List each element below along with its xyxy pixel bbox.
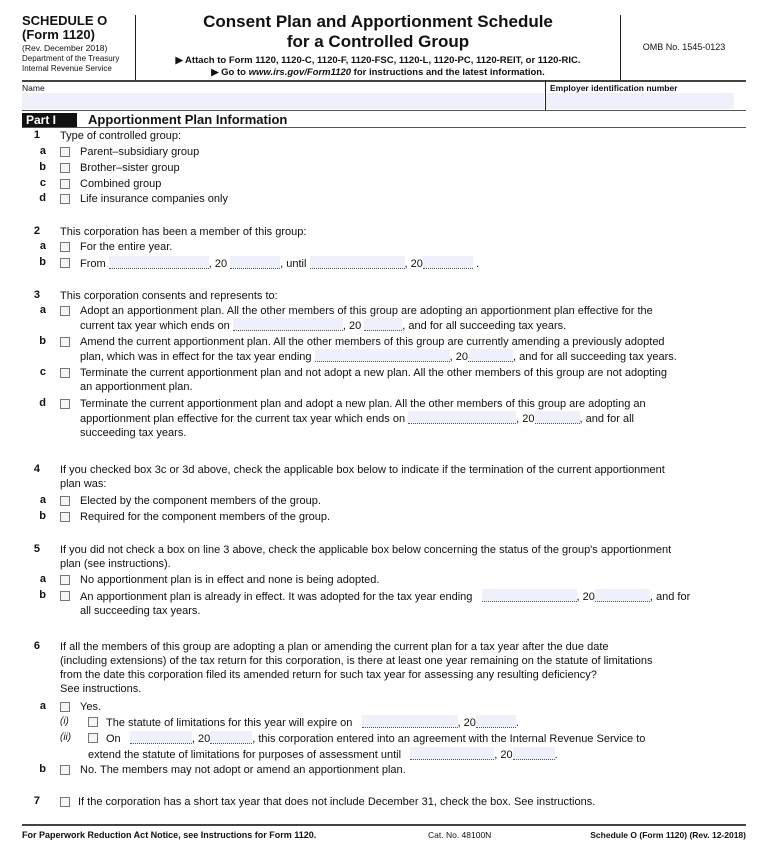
elected-checkbox[interactable] xyxy=(60,496,70,506)
text-line xyxy=(80,318,653,333)
part-rule xyxy=(22,127,746,128)
parent-subsidiary-checkbox[interactable] xyxy=(60,147,70,157)
extended-until-year-field[interactable] xyxy=(513,747,555,760)
part-tag: Part I xyxy=(22,113,77,127)
year-prefix: , 20 xyxy=(342,320,362,332)
statute-expire-year-field[interactable] xyxy=(476,715,516,728)
line-number: 1 xyxy=(33,129,40,141)
until-date-field[interactable] xyxy=(310,256,405,269)
text: On xyxy=(106,733,121,745)
form-footer-id: Schedule O (Form 1120) (Rev. 12-2018) xyxy=(590,830,746,840)
footer-rule xyxy=(22,824,746,826)
text-line: See instructions. xyxy=(60,683,142,695)
adopt-end-date-field[interactable] xyxy=(233,318,343,331)
line4-text xyxy=(60,463,665,491)
title-line-2: for a Controlled Group xyxy=(286,32,470,51)
attach-text: Attach to Form 1120, 1120-C, 1120-F, 1120-FSC, 1120-L, 1120-PC, 1120-REIT, or 1120-RIC. xyxy=(185,55,581,66)
line-number: 7 xyxy=(33,795,40,807)
text: current tax year which ends on xyxy=(80,320,230,332)
extended-until-date-field[interactable] xyxy=(410,747,494,760)
text: An apportionment plan is already in effect. It was adopted for the tax year ending xyxy=(80,591,473,603)
arrow-right-icon: ▶ xyxy=(175,55,183,66)
item-letter: a xyxy=(39,494,46,506)
goto-text-end: for instructions and the latest information. xyxy=(351,67,545,78)
line2-text: This corporation has been a member of this group: xyxy=(60,226,307,238)
item-letter: a xyxy=(39,240,46,252)
form-title xyxy=(136,12,620,52)
new-plan-year-field[interactable] xyxy=(535,411,580,424)
text-line: an apportionment plan. xyxy=(80,381,193,393)
text-line xyxy=(80,589,690,604)
arrow-right-icon: ▶ xyxy=(211,67,219,78)
name-field[interactable] xyxy=(22,93,544,109)
item-letter: a xyxy=(39,145,46,157)
plan-in-effect-checkbox[interactable] xyxy=(60,591,70,601)
adopt-plan-text xyxy=(80,304,653,333)
year-prefix: , 20 xyxy=(191,733,211,745)
new-plan-end-date-field[interactable] xyxy=(408,411,516,424)
year-prefix: , 20 xyxy=(516,413,535,425)
item-letter: b xyxy=(39,256,46,268)
catalog-number: Cat. No. 48100N xyxy=(428,830,492,840)
period: . xyxy=(554,749,558,761)
item-letter: a xyxy=(39,700,46,712)
extension-agreement-text xyxy=(106,731,645,746)
adopt-year-field[interactable] xyxy=(364,318,402,331)
checkbox-label: Life insurance companies only xyxy=(80,193,228,205)
item-letter: a xyxy=(39,304,46,316)
text-line: If you checked box 3c or 3d above, check the applicable box below to indicate if the termination of the current apportionment xyxy=(60,464,665,476)
amend-plan-text xyxy=(80,335,677,364)
period: . xyxy=(475,258,479,270)
checkbox-label: No. The members may not adopt or amend an apportionment plan. xyxy=(80,764,406,776)
line-number: 6 xyxy=(33,640,40,652)
required-checkbox[interactable] xyxy=(60,512,70,522)
agreement-year-field[interactable] xyxy=(210,731,252,744)
text-line: all succeeding tax years. xyxy=(80,605,201,617)
from-until-row xyxy=(80,256,479,271)
name-label: Name xyxy=(22,83,45,93)
ein-field[interactable] xyxy=(546,93,734,109)
text-line: from the date this corporation filed its amended return for such tax year for assessing any resulting deficiency? xyxy=(60,669,597,681)
text: , and for all succeeding tax years. xyxy=(402,320,567,332)
short-tax-year-checkbox[interactable] xyxy=(60,797,70,807)
text-line: Adopt an apportionment plan. All the other members of this group are adopting an apportionment plan effective for the xyxy=(80,305,653,317)
no-checkbox[interactable] xyxy=(60,765,70,775)
terminate-adopt-new-checkbox[interactable] xyxy=(60,399,70,409)
irs-link[interactable]: www.irs.gov/Form1120 xyxy=(248,67,352,78)
from-until-checkbox[interactable] xyxy=(60,258,70,268)
text: , this corporation entered into an agreement with the Internal Revenue Service to xyxy=(252,733,646,745)
agreement-date-field[interactable] xyxy=(130,731,192,744)
text-line xyxy=(80,349,677,364)
text-line: Terminate the current apportionment plan and not adopt a new plan. All the other members of this group are not adopting xyxy=(80,367,668,379)
checkbox-label: Yes. xyxy=(80,701,102,713)
plan-adopted-year-field[interactable] xyxy=(595,589,650,602)
text-line: Terminate the current apportionment plan and adopt a new plan. All the other members of this group are adopting an xyxy=(80,398,646,410)
life-insurance-checkbox[interactable] xyxy=(60,194,70,204)
item-letter: c xyxy=(39,177,46,189)
line-number: 5 xyxy=(33,543,40,555)
from-date-field[interactable] xyxy=(109,256,209,269)
from-year-field[interactable] xyxy=(230,256,280,269)
agency-label: Internal Revenue Service xyxy=(22,64,112,73)
roman-numeral: (i) xyxy=(60,716,69,727)
attach-instructions xyxy=(136,55,620,79)
text-line: (including extensions) of the tax return for this corporation, is there at least one year remaining on the statute of limitations xyxy=(60,655,653,667)
text: The statute of limitations for this year will expire on xyxy=(106,717,353,729)
goto-text: Go to xyxy=(221,67,249,78)
line3-text: This corporation consents and represents to: xyxy=(60,290,278,302)
roman-numeral: (ii) xyxy=(60,732,72,743)
text-line: plan was: xyxy=(60,478,107,490)
amend-end-date-field[interactable] xyxy=(315,349,450,362)
text: , and for all xyxy=(579,413,634,425)
omb-number: OMB No. 1545-0123 xyxy=(642,42,726,52)
item-letter: d xyxy=(39,397,46,409)
paperwork-notice: For Paperwork Reduction Act Notice, see Instructions for Form 1120. xyxy=(22,830,317,840)
year-prefix: , 20 xyxy=(404,258,423,270)
checkbox-label: For the entire year. xyxy=(80,241,173,253)
statute-expire-row xyxy=(106,715,519,730)
from-label: From xyxy=(80,258,106,270)
checkbox-label: If the corporation has a short tax year that does not include December 31, check the box. See instructions. xyxy=(78,796,596,808)
text-line: If you did not check a box on line 3 above, check the applicable box below concerning the status of the group's apportionment xyxy=(60,544,672,556)
line-number: 3 xyxy=(33,289,40,301)
year-prefix: , 20 xyxy=(494,749,513,761)
plan-in-effect-text xyxy=(80,589,690,618)
text-line: If all the members of this group are adopting a plan or amending the current plan for a tax year after the due date xyxy=(60,641,609,653)
text-line xyxy=(106,731,645,746)
checkbox-label: Combined group xyxy=(80,178,162,190)
combined-group-checkbox[interactable] xyxy=(60,179,70,189)
statute-expire-checkbox[interactable] xyxy=(88,717,98,727)
brother-sister-checkbox[interactable] xyxy=(60,163,70,173)
form-number: (Form 1120) xyxy=(22,27,95,42)
item-letter: b xyxy=(39,161,46,173)
header-divider xyxy=(620,15,621,80)
text-line: succeeding tax years. xyxy=(80,427,187,439)
text-line: plan (see instructions). xyxy=(60,558,171,570)
line-number: 2 xyxy=(33,225,40,237)
text: plan, which was in effect for the tax year ending xyxy=(80,351,312,363)
line-number: 4 xyxy=(33,463,40,475)
item-letter: d xyxy=(39,192,46,204)
line5-text xyxy=(60,543,671,571)
plan-adopted-date-field[interactable] xyxy=(482,589,577,602)
title-line-1: Consent Plan and Apportionment Schedule xyxy=(203,12,553,31)
entire-year-checkbox[interactable] xyxy=(60,242,70,252)
item-letter: b xyxy=(39,510,46,522)
text: apportionment plan effective for the current tax year which ends on xyxy=(80,413,406,425)
text: , and for xyxy=(649,591,691,603)
amend-plan-checkbox[interactable] xyxy=(60,337,70,347)
terminate-no-new-checkbox[interactable] xyxy=(60,368,70,378)
department-label: Department of the Treasury xyxy=(22,54,120,63)
checkbox-label: No apportionment plan is in effect and none is being adopted. xyxy=(80,574,380,586)
item-letter: a xyxy=(39,573,46,585)
text: , and for all succeeding tax years. xyxy=(512,351,677,363)
extension-agreement-checkbox[interactable] xyxy=(88,733,98,743)
name-rule xyxy=(22,110,746,111)
part-title: Apportionment Plan Information xyxy=(88,112,288,127)
line1-text: Type of controlled group: xyxy=(60,130,182,142)
yes-checkbox[interactable] xyxy=(60,702,70,712)
item-letter: b xyxy=(39,763,46,775)
schedule-label: SCHEDULE O xyxy=(22,13,108,28)
form-identity xyxy=(22,14,134,74)
year-prefix: , 20 xyxy=(449,351,468,363)
checkbox-label: Required for the component members of the group. xyxy=(80,511,331,523)
checkbox-label: Parent–subsidiary group xyxy=(80,146,200,158)
statute-expire-date-field[interactable] xyxy=(362,715,458,728)
year-prefix: , 20 xyxy=(457,717,476,729)
line6-text xyxy=(60,640,652,696)
until-label: , until xyxy=(280,258,307,270)
year-prefix: , 20 xyxy=(576,591,595,603)
item-letter: b xyxy=(39,335,46,347)
extension-until-row xyxy=(88,747,558,762)
period: . xyxy=(515,717,519,729)
text-line xyxy=(80,411,646,426)
checkbox-label: Brother–sister group xyxy=(80,162,180,174)
adopt-plan-checkbox[interactable] xyxy=(60,306,70,316)
terminate-adopt-new-text xyxy=(80,397,646,440)
ein-label: Employer identification number xyxy=(550,83,678,93)
header-rule xyxy=(22,80,746,82)
item-letter: b xyxy=(39,589,46,601)
year-prefix: , 20 xyxy=(208,258,228,270)
checkbox-label: Elected by the component members of the group. xyxy=(80,495,321,507)
text: extend the statute of limitations for purposes of assessment until xyxy=(88,749,402,761)
no-plan-checkbox[interactable] xyxy=(60,575,70,585)
revision-date: (Rev. December 2018) xyxy=(22,43,108,53)
terminate-no-new-text xyxy=(80,366,667,394)
text-line: Amend the current apportionment plan. All the other members of this group are currently amending a previously adopted xyxy=(80,336,665,348)
amend-year-field[interactable] xyxy=(468,349,513,362)
until-year-field[interactable] xyxy=(423,256,473,269)
item-letter: c xyxy=(39,366,46,378)
